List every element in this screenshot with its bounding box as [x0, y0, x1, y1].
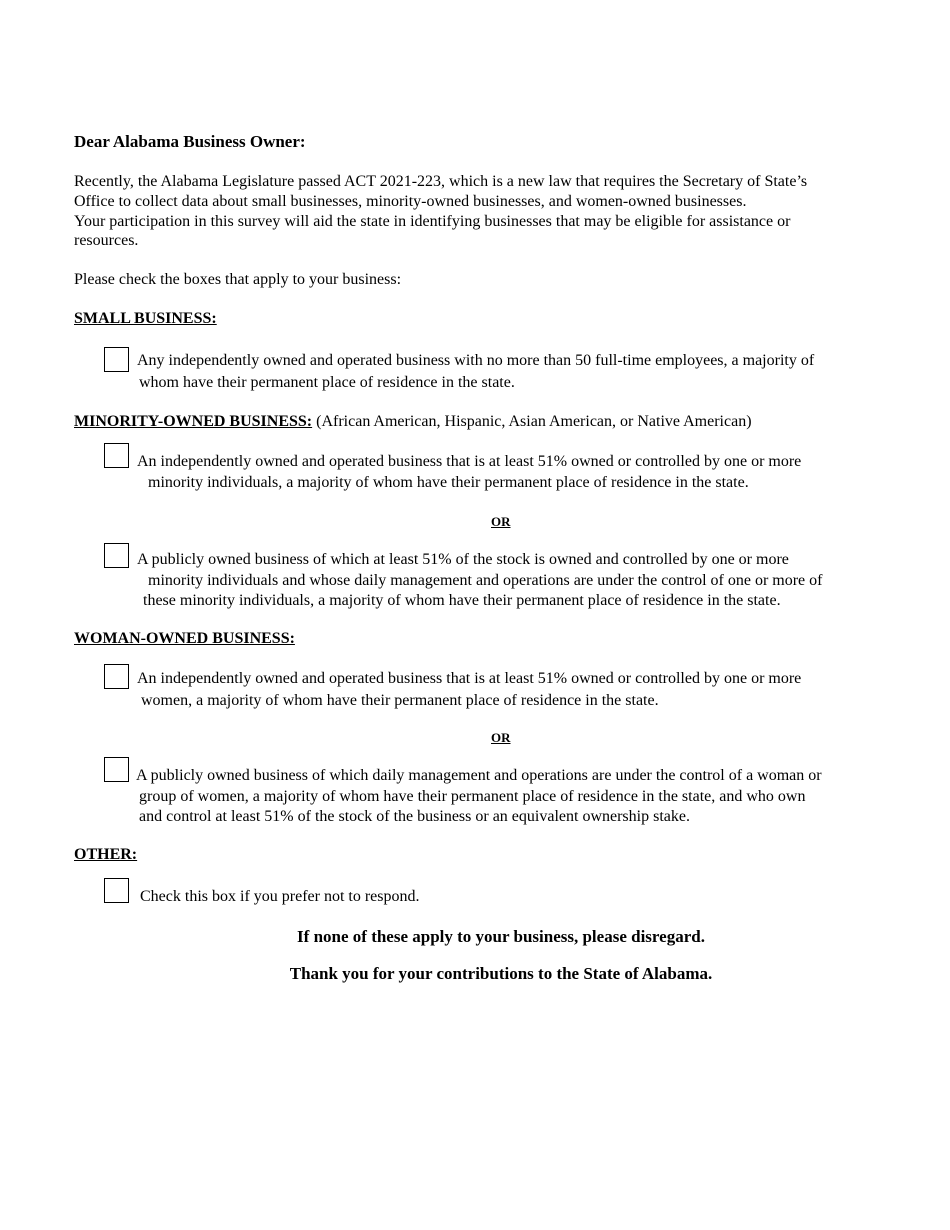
minority-business-heading: MINORITY-OWNED BUSINESS: [74, 413, 313, 430]
woman-independent-checkbox[interactable] [104, 664, 129, 689]
intro-line-4: resources. [74, 232, 139, 249]
prefer-not-respond-label: Check this box if you prefer not to respond. [140, 888, 420, 905]
minority-independent-checkbox[interactable] [104, 443, 129, 468]
minority-public-line-2: minority individuals and whose daily management and operations are under the control of one or more of [148, 572, 823, 589]
woman-business-heading: WOMAN-OWNED BUSINESS: [74, 630, 295, 647]
letter-greeting: Dear Alabama Business Owner: [74, 132, 306, 151]
woman-public-line-2: group of women, a majority of whom have their permanent place of residence in the state, and who own [139, 788, 806, 805]
woman-or-separator: OR [491, 730, 511, 745]
prefer-not-respond-checkbox[interactable] [104, 878, 129, 903]
woman-independent-line-1: An independently owned and operated business that is at least 51% owned or controlled by one or more [137, 670, 802, 687]
small-business-heading: SMALL BUSINESS: [74, 310, 217, 327]
closing-thanks: Thank you for your contributions to the State of Alabama. [289, 964, 713, 983]
minority-or-separator: OR [491, 514, 511, 529]
intro-line-2: Office to collect data about small businesses, minority-owned businesses, and women-owned businesses. [74, 193, 747, 210]
woman-public-line-1: A publicly owned business of which daily management and operations are under the control of a woman or [136, 767, 822, 784]
small-business-option-line-2: whom have their permanent place of residence in the state. [139, 374, 515, 391]
small-business-option-line-1: Any independently owned and operated business with no more than 50 full-time employees, a majority of [137, 352, 815, 369]
minority-business-heading-note: (African American, Hispanic, Asian American, or Native American) [316, 413, 752, 430]
other-heading: OTHER: [74, 846, 138, 863]
woman-public-checkbox[interactable] [104, 757, 129, 782]
minority-independent-line-1: An independently owned and operated business that is at least 51% owned or controlled by one or more [137, 453, 802, 470]
small-business-checkbox[interactable] [104, 347, 129, 372]
minority-public-line-3: these minority individuals, a majority of whom have their permanent place of residence in the state. [143, 592, 781, 609]
minority-business-heading-row [74, 413, 752, 431]
woman-independent-line-2: women, a majority of whom have their permanent place of residence in the state. [141, 692, 659, 709]
closing-disregard: If none of these apply to your business, please disregard. [297, 927, 705, 946]
minority-public-line-1: A publicly owned business of which at least 51% of the stock is owned and controlled by one or more [137, 551, 789, 568]
minority-public-checkbox[interactable] [104, 543, 129, 568]
intro-line-3: Your participation in this survey will aid the state in identifying businesses that may be eligible for assistance or [74, 213, 791, 230]
intro-line-1: Recently, the Alabama Legislature passed ACT 2021-223, which is a new law that requires the Secretary of State’s [74, 173, 808, 190]
woman-public-line-3: and control at least 51% of the stock of the business or an equivalent ownership stake. [139, 808, 690, 825]
instruction-text: Please check the boxes that apply to your business: [74, 271, 402, 288]
minority-independent-line-2: minority individuals, a majority of whom have their permanent place of residence in the state. [148, 474, 749, 491]
